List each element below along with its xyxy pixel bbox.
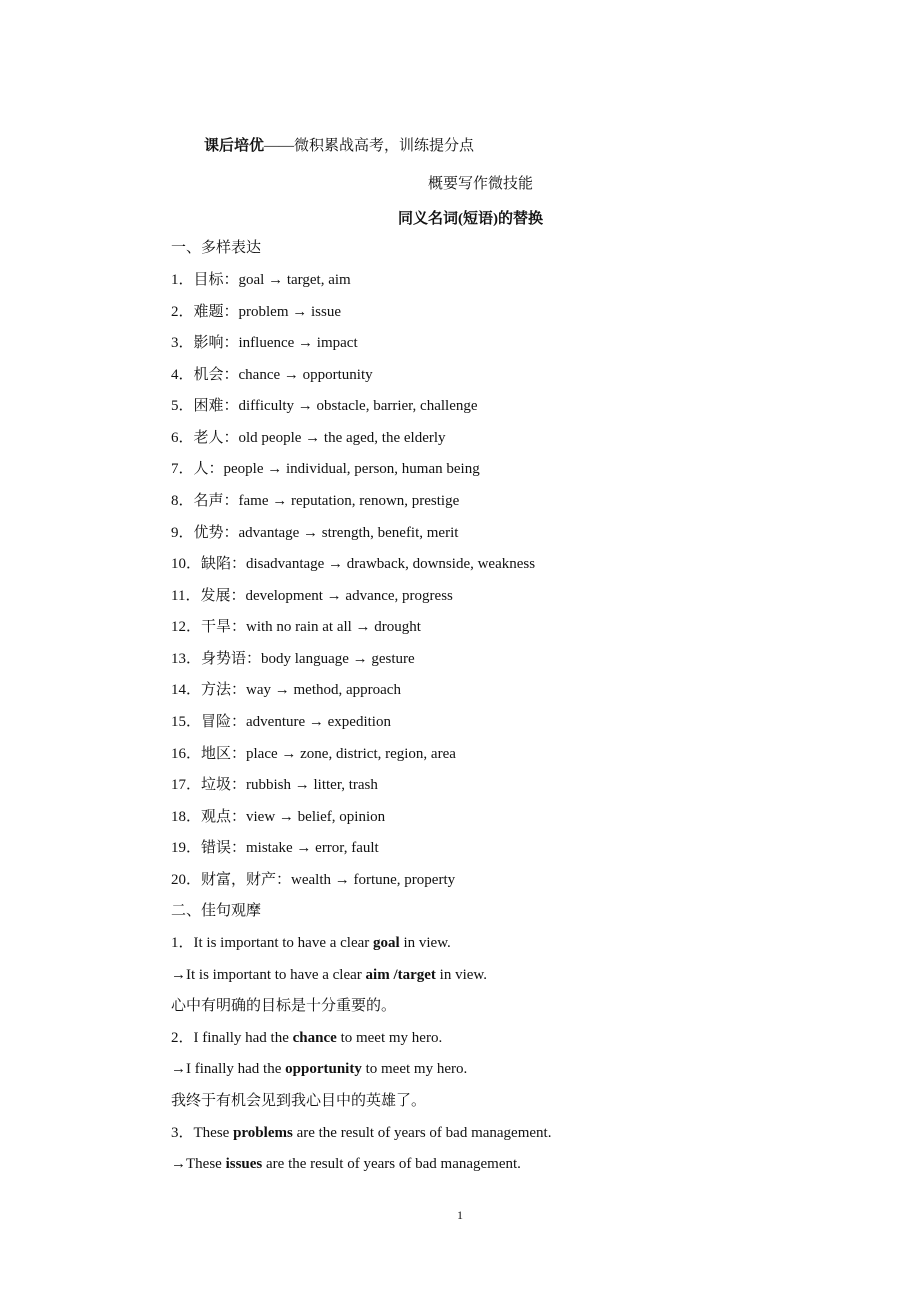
example-keyword: aim /target <box>365 967 436 983</box>
list-item: 1．目标：goal → target, aim <box>171 272 351 288</box>
example-original <box>171 933 451 953</box>
subtitle: 概要写作微技能 <box>428 176 534 192</box>
section-heading-1: 一、多样表达 <box>171 240 262 256</box>
example-text: →These <box>171 1156 226 1172</box>
list-item: 11．发展：development → advance, progress <box>171 588 453 604</box>
example-keyword: problems <box>233 1125 293 1141</box>
list-item: 15．冒险：adventure → expedition <box>171 714 391 730</box>
example-text: 3．These <box>171 1125 234 1141</box>
list-item: 13．身势语：body language → gesture <box>171 651 415 667</box>
example-rewrite <box>171 1059 467 1079</box>
list-item: 2．难题：problem → issue <box>171 304 341 320</box>
example-original <box>171 1028 442 1048</box>
list-item: 8．名声：fame → reputation, renown, prestige <box>171 493 460 509</box>
list-item: 3．影响：influence → impact <box>171 335 358 351</box>
example-text: in view. <box>399 935 451 951</box>
list-item: 5．困难：difficulty → obstacle, barrier, challenge <box>171 398 478 414</box>
list-item: 16．地区：place → zone, district, region, area <box>171 746 456 762</box>
example-text: 1．It is important to have a clear <box>171 935 374 951</box>
example-rewrite <box>171 965 487 985</box>
header-rest: ——微积累战高考，训练提分点 <box>264 138 475 154</box>
example-text: to meet my hero. <box>361 1061 468 1077</box>
example-text: are the result of years of bad management. <box>262 1156 521 1172</box>
header <box>204 136 474 156</box>
example-keyword: opportunity <box>285 1061 362 1077</box>
example-keyword: issues <box>225 1156 263 1172</box>
example-keyword: goal <box>373 935 400 951</box>
example-keyword: chance <box>292 1030 337 1046</box>
example-translation: 我终于有机会见到我心目中的英雄了。 <box>171 1093 427 1109</box>
example-text: 2．I finally had the <box>171 1030 293 1046</box>
list-item: 7．人：people → individual, person, human being <box>171 461 480 477</box>
page-title: 同义名词(短语)的替换 <box>398 211 543 227</box>
example-text: →I finally had the <box>171 1061 286 1077</box>
example-rewrite <box>171 1154 521 1174</box>
header-bold: 课后培优 <box>204 138 265 154</box>
example-original <box>171 1123 551 1143</box>
list-item: 4．机会：chance → opportunity <box>171 367 373 383</box>
list-item: 19．错误：mistake → error, fault <box>171 840 379 856</box>
page-number: 1 <box>457 1208 463 1222</box>
list-item: 10．缺陷：disadvantage → drawback, downside, weakness <box>171 556 536 572</box>
example-text: are the result of years of bad management. <box>292 1125 552 1141</box>
list-item: 9．优势：advantage → strength, benefit, merit <box>171 525 459 541</box>
example-text: to meet my hero. <box>336 1030 443 1046</box>
list-item: 6．老人：old people → the aged, the elderly <box>171 430 446 446</box>
example-text: in view. <box>435 967 488 983</box>
list-item: 20．财富，财产：wealth → fortune, property <box>171 872 456 888</box>
list-item: 14．方法：way → method, approach <box>171 682 401 698</box>
list-item: 12．干旱：with no rain at all → drought <box>171 619 421 635</box>
section-heading-2: 二、佳句观摩 <box>171 903 262 919</box>
example-translation: 心中有明确的目标是十分重要的。 <box>171 998 397 1014</box>
example-text: →It is important to have a clear <box>171 967 366 983</box>
list-item: 17．垃圾：rubbish → litter, trash <box>171 777 378 793</box>
list-item: 18．观点：view → belief, opinion <box>171 809 386 825</box>
